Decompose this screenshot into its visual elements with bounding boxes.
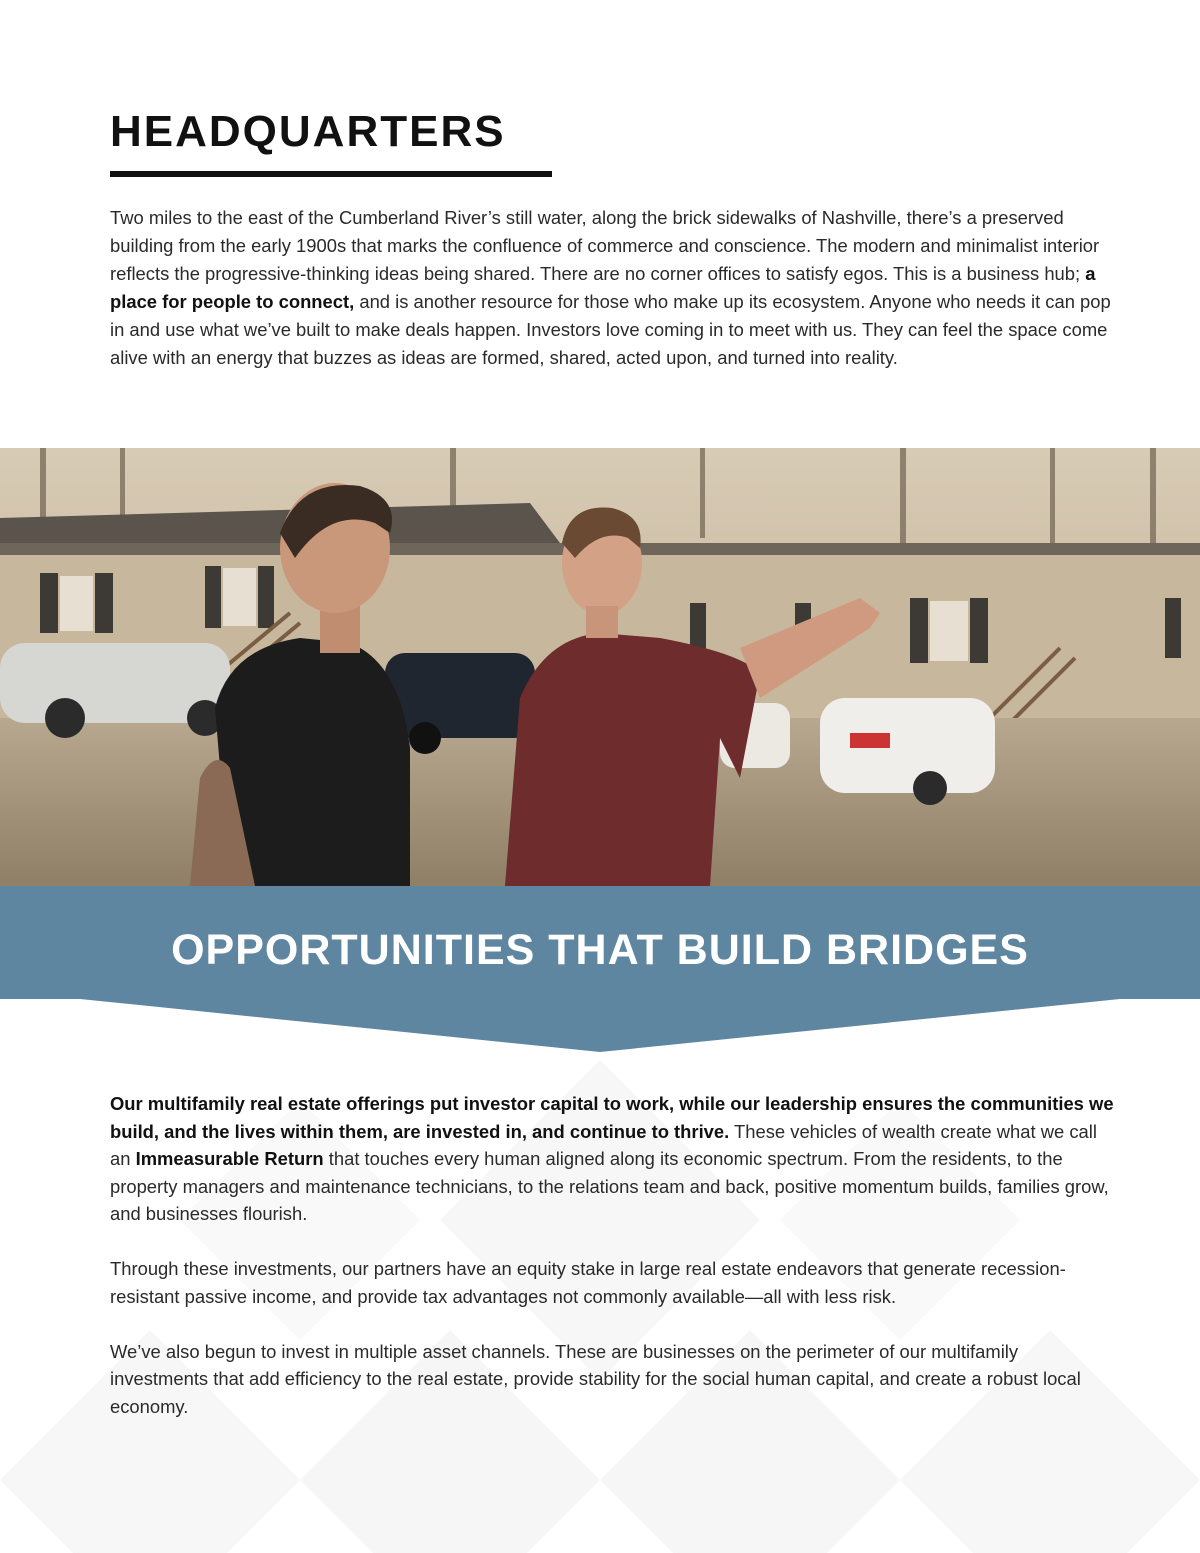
p1-bold-lead: Our multifamily real estate offerings put investor capital to work, while our leadership ensures the communities we build, and the lives within them, are invested in, and continue to thrive. <box>110 1093 1114 1142</box>
hq-text-end: and is another resource for those who make up its ecosystem. Anyone who needs it can pop in and use what we’ve built to make deals happen. Investors love coming in to meet with us. They can feel the space come alive with an energy that buzzes as ideas are formed, shared, acted upon, and turned into reality. <box>110 291 1111 368</box>
title-underline <box>110 171 552 177</box>
hq-text-start: Two miles to the east of the Cumberland River’s still water, along the brick sidewalks of Nashville, there’s a preserved building from the early 1900s that marks the confluence of commerce and conscience. The modern and minimalist interior reflects the progressive-thinking ideas being shared. There are no corner offices to satisfy egos. This is a business hub; <box>110 207 1100 284</box>
team-photo <box>0 448 1200 886</box>
two-men-outdoors-photo-icon <box>0 448 1200 886</box>
headquarters-paragraph <box>110 204 1120 372</box>
p1-bold-term: Immeasurable Return <box>135 1148 324 1169</box>
hq-text-bold: a place for people to connect, <box>110 263 1096 312</box>
opportunities-body <box>110 1090 1120 1448</box>
headquarters-title: HEADQUARTERS <box>110 107 506 156</box>
opportunities-paragraph-2: Through these investments, our partners have an equity stake in large real estate endeavors that generate recession-resistant passive income, and provide tax advantages not commonly available—all with less risk. <box>110 1258 1066 1307</box>
opportunities-title: OPPORTUNITIES THAT BUILD BRIDGES <box>171 926 1029 974</box>
opportunities-paragraph-3: We’ve also begun to invest in multiple asset channels. These are businesses on the perimeter of our multifamily investments that add efficiency to the real estate, provide stability for the social human capital, and create a robust local economy. <box>110 1340 1081 1417</box>
p1-mid-text: These vehicles of wealth create what we call an <box>110 1120 1097 1169</box>
p1-end-text: that touches every human aligned along its economic spectrum. From the residents, to the property managers and maintenance technicians, to the relations team and back, positive momentum builds, families grow, and businesses flourish. <box>110 1148 1109 1224</box>
opportunities-paragraph-1 <box>110 1090 1120 1228</box>
